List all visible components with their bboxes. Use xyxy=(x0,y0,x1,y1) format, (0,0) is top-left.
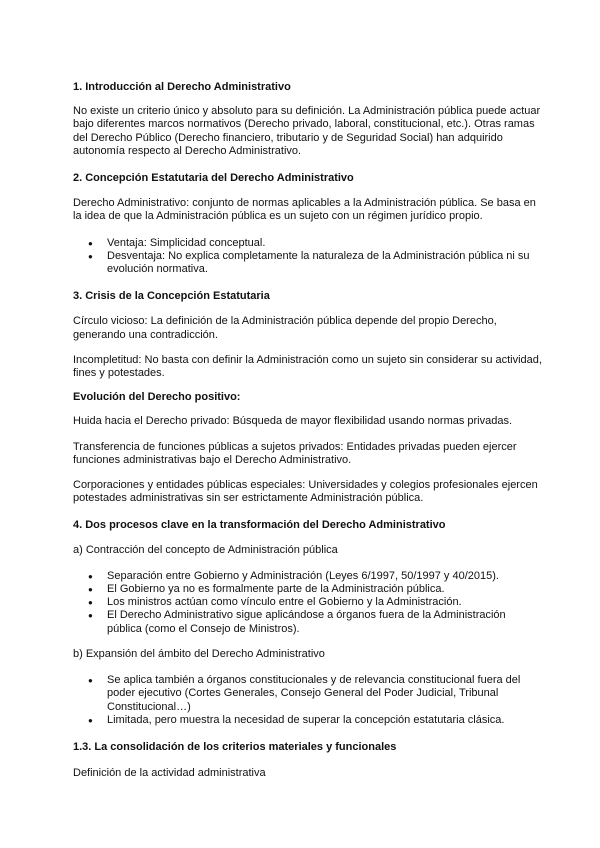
list-item: ● El Derecho Administrativo sigue aplicándose a órganos fuera de la Administración pública (como el Consejo de Ministros). xyxy=(107,609,542,635)
evolution-paragraph-1: Huida hacia el Derecho privado: Búsqueda de mayor flexibilidad usando normas privadas. xyxy=(73,415,513,428)
list-item: ● Separación entre Gobierno y Administración (Leyes 6/1997, 50/1997 y 40/2015). xyxy=(107,570,542,583)
section-3-title: 3. Crisis de la Concepción Estatutaria xyxy=(73,290,270,303)
list-item: ● Se aplica también a órganos constitucionales y de relevancia constitucional fuera del poder ejecutivo (Cortes Generales, Consejo General del Poder Judicial, Tribunal Constitucional…) xyxy=(107,674,542,714)
list-item: ● Ventaja: Simplicidad conceptual. xyxy=(107,237,542,250)
evolution-paragraph-2: Transferencia de funciones públicas a sujetos privados: Entidades privadas pueden ejercer funciones administrativas bajo el Derecho Administrativo. xyxy=(73,440,517,466)
section-1-paragraph: No existe un criterio único y absoluto para su definición. La Administración pública puede actuar bajo diferentes marcos normativos (Derecho privado, laboral, constitucional, etc.). Otras ramas del Derecho Público (Derecho financiero, tributario y de Seguridad Social) han adquirido autonomía respecto al Derecho Administrativo. xyxy=(73,105,541,157)
section-1-3-paragraph: Definición de la actividad administrativa xyxy=(73,767,266,780)
list-item: ● El Gobierno ya no es formalmente parte de la Administración pública. xyxy=(107,583,542,596)
section-4-title: 4. Dos procesos clave en la transformación del Derecho Administrativo xyxy=(73,519,446,532)
section-4b-heading: b) Expansión del ámbito del Derecho Administrativo xyxy=(73,647,325,660)
evolution-paragraph-3: Corporaciones y entidades públicas especiales: Universidades y colegios profesionales ejercen potestades administrativas sin ser estrictamente Administración pública. xyxy=(73,479,538,505)
list-item: ● Los ministros actúan como vínculo entre el Gobierno y la Administración. xyxy=(107,596,542,609)
evolution-title: Evolución del Derecho positivo: xyxy=(73,391,241,404)
section-2-title: 2. Concepción Estatutaria del Derecho Administrativo xyxy=(73,172,354,185)
list-item: ● Desventaja: No explica completamente la naturaleza de la Administración pública ni su evolución normativa. xyxy=(107,250,542,276)
section-4a-list xyxy=(73,570,542,636)
list-item: ● Limitada, pero muestra la necesidad de superar la concepción estatutaria clásica. xyxy=(107,714,542,727)
section-4a-heading: a) Contracción del concepto de Administración pública xyxy=(73,543,338,556)
section-2-list xyxy=(73,237,542,277)
section-2-paragraph: Derecho Administrativo: conjunto de normas aplicables a la Administración pública. Se basa en la idea de que la Administración pública es un sujeto con un régimen jurídico propio. xyxy=(73,197,536,223)
section-1-title: 1. Introducción al Derecho Administrativo xyxy=(73,81,291,93)
section-3-paragraph-1: Círculo vicioso: La definición de la Administración pública depende del propio Derecho, generando una contradicción. xyxy=(73,315,497,341)
section-4b-list xyxy=(73,674,542,727)
section-3-paragraph-2: Incompletitud: No basta con definir la Administración como un sujeto sin considerar su actividad, fines y potestades. xyxy=(73,353,542,380)
section-1-3-title: 1.3. La consolidación de los criterios materiales y funcionales xyxy=(73,740,397,753)
